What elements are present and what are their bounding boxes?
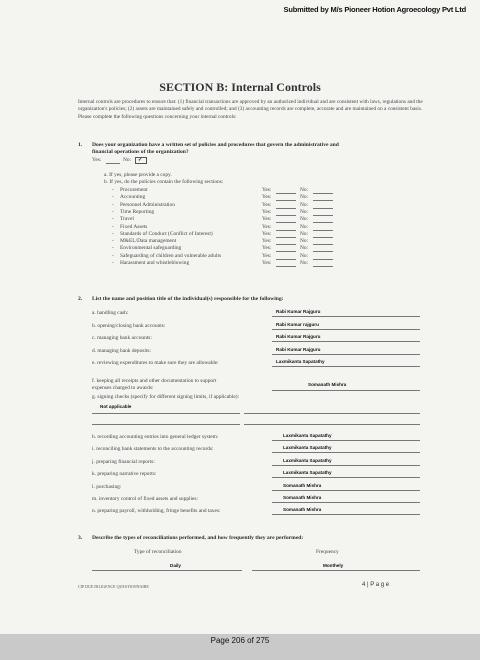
responsibility-label: l. purchasing:	[92, 483, 122, 490]
responsibility-line[interactable]	[272, 354, 420, 355]
q3-frequency-answer: Monthely	[323, 563, 344, 568]
q3-text: Describe the types of reconciliations performed, and how frequently they are performed:	[92, 535, 304, 541]
bullet-dash: -	[112, 187, 114, 193]
responsibility-line[interactable]	[272, 329, 420, 330]
policy-section-no-label: No:	[300, 252, 309, 259]
responsibility-answer: Somanath Mishra	[283, 482, 322, 488]
q3-col-frequency-header: Frequency	[316, 549, 339, 555]
policy-section-no-label: No:	[300, 208, 309, 215]
footer-page-label: 4 | P a g e	[362, 582, 390, 588]
policy-section-yes-line[interactable]	[276, 237, 296, 238]
responsibility-label: a. handling cash:	[92, 310, 129, 316]
policy-section-yes-label: Yes:	[262, 238, 272, 245]
q1-text-line2: financial operations of the organization?	[92, 149, 189, 155]
responsibility-label: k. preparing narrative reports:	[92, 471, 157, 478]
policy-section-label: Personnel Administration	[120, 201, 175, 208]
q2-item-f-line2: expenses charged to awards:	[92, 385, 154, 391]
responsibility-label: h. recording accounting entries into general ledger system:	[92, 434, 219, 440]
q2-item-g-line2[interactable]	[244, 413, 420, 414]
policy-section-yes-label: Yes:	[262, 194, 272, 201]
responsibility-answer: Somanath Mishra	[283, 495, 322, 500]
bullet-dash: -	[112, 230, 114, 237]
responsibility-label: c. managing bank accounts:	[92, 335, 152, 341]
responsibility-label: e. reviewing expenditures to make sure they are allowable:	[92, 360, 219, 366]
policy-section-yes-label: Yes:	[262, 187, 272, 193]
policy-section-label: Environmental safeguarding	[120, 245, 182, 252]
bullet-dash: -	[112, 208, 114, 215]
policy-section-yes-line[interactable]	[276, 193, 296, 194]
policy-section-no-label: No:	[300, 201, 309, 208]
bullet-dash: -	[112, 194, 114, 201]
responsibility-line[interactable]	[272, 502, 420, 503]
q2-item-g-line4[interactable]	[244, 424, 420, 425]
responsibility-line[interactable]	[272, 465, 420, 466]
policy-section-no-line[interactable]	[313, 222, 333, 223]
policy-section-yes-line[interactable]	[276, 230, 296, 231]
q3-type-answer: Daily	[170, 563, 181, 568]
policy-section-no-label: No:	[300, 223, 309, 230]
policy-section-no-label: No:	[300, 194, 309, 201]
responsibility-answer: Laxmikanta Sapatathy	[283, 470, 332, 476]
q2-item-g-line3[interactable]	[92, 424, 240, 425]
bullet-dash: -	[112, 252, 114, 259]
policy-section-no-line[interactable]	[313, 208, 333, 209]
responsibility-label: b. opening/closing bank accounts:	[92, 322, 166, 329]
bullet-dash: -	[112, 201, 114, 208]
q1-yes-line[interactable]	[106, 163, 120, 164]
policy-section-no-line[interactable]	[313, 266, 333, 267]
policy-section-yes-label: Yes:	[262, 230, 272, 237]
policy-section-yes-label: Yes:	[262, 208, 272, 215]
policy-section-no-line[interactable]	[313, 200, 333, 201]
responsibility-line[interactable]	[272, 514, 420, 515]
q3-type-line[interactable]	[92, 570, 242, 571]
q1-text-line1: Does your organization have a written set of policies and procedures that govern the administrative and	[92, 142, 339, 148]
q1-number: 1.	[78, 142, 83, 148]
policy-section-label: Standards of Conduct (Conflict of Interest)	[120, 230, 213, 237]
policy-section-yes-label: Yes:	[262, 245, 272, 252]
submitted-by-header: Submitted by M/s Pioneer Hotion Agroecology Pvt Ltd	[283, 5, 466, 14]
responsibility-label: m. inventory control of fixed assets and supplies:	[92, 496, 198, 502]
responsibility-line[interactable]	[272, 341, 420, 342]
q3-col-type-header: Type of reconciliation	[134, 549, 182, 555]
bullet-dash: -	[112, 245, 114, 252]
q1-no-check-mark: ✓	[138, 157, 143, 163]
q1-no-label: No:	[123, 157, 132, 163]
policy-section-label: Harassment and whistleblowing	[120, 260, 190, 266]
policy-section-no-label: No:	[300, 216, 309, 223]
policy-section-no-label: No:	[300, 187, 309, 193]
policy-section-no-label: No:	[300, 230, 309, 237]
responsibility-answer: Laxmikanta Sapatathy	[283, 445, 332, 451]
responsibility-label: j. preparing financial reports:	[92, 458, 155, 465]
responsibility-answer: Rabi Kumar Rajguru	[276, 334, 321, 339]
policy-section-no-label: No:	[300, 245, 309, 252]
policy-section-yes-label: Yes:	[262, 216, 272, 223]
responsibility-line[interactable]	[272, 477, 420, 478]
policy-section-yes-line[interactable]	[276, 251, 296, 252]
q2-text: List the name and position title of the individual(s) responsible for the following:	[92, 296, 284, 302]
responsibility-answer: Laxmikanta Sapatathy	[283, 433, 332, 438]
policy-section-yes-line[interactable]	[276, 215, 296, 216]
policy-section-yes-label: Yes:	[262, 252, 272, 259]
intro-paragraph: Internal controls are procedures to ensure that: (1) financial transactions are approved by an authorized individual and are consistent with laws, regulations and the organization's policies; (2) assets are maintained safely and controlled; and (3) accounting records are complete, accurate and are maintained on a consistent basis. Please complete the following questions concerning your internal controls:	[78, 99, 423, 120]
policy-section-label: Travel	[120, 216, 134, 223]
policy-section-yes-line[interactable]	[276, 200, 296, 201]
policy-section-no-line[interactable]	[313, 251, 333, 252]
policy-section-no-label: No:	[300, 260, 309, 266]
responsibility-line[interactable]	[272, 366, 420, 367]
policy-section-label: Time Reporting	[120, 208, 155, 215]
policy-section-label: Procurement	[120, 187, 148, 193]
policy-section-no-line[interactable]	[313, 230, 333, 231]
q1-yes-label: Yes:	[92, 157, 102, 163]
policy-section-yes-label: Yes:	[262, 201, 272, 208]
policy-section-yes-label: Yes:	[262, 260, 272, 266]
q2-item-f-line1: f. keeping all receipts and other documentation to support	[92, 378, 217, 384]
responsibility-answer: Rabi Kumar Rajguru	[276, 309, 321, 314]
policy-section-no-line[interactable]	[313, 244, 333, 245]
policy-section-label: Safeguarding of children and vulnerable adults	[120, 252, 222, 259]
responsibility-answer: Laxmikanta Sapatathy	[276, 359, 325, 364]
footer-form-name: CIP DUE DILIGENCE QUESTIONNAIRE	[78, 584, 149, 589]
policy-section-yes-label: Yes:	[262, 223, 272, 230]
policy-section-no-line[interactable]	[313, 259, 333, 260]
bullet-dash: -	[112, 216, 114, 223]
q1-sub-a: a. If yes, please provide a copy.	[104, 172, 172, 178]
q3-number: 3.	[78, 535, 83, 541]
q2-number: 2.	[78, 296, 83, 302]
policy-section-yes-line[interactable]	[276, 259, 296, 260]
q2-item-g-answer: Not applicable	[100, 404, 132, 409]
bullet-dash: -	[112, 223, 114, 230]
q3-frequency-line[interactable]	[252, 570, 420, 571]
responsibility-line[interactable]	[272, 316, 420, 317]
policy-section-yes-line[interactable]	[276, 208, 296, 209]
policy-section-yes-line[interactable]	[276, 244, 296, 245]
policy-section-label: Fixed Assets	[120, 223, 148, 230]
viewer-page-indicator: Page 206 of 275	[210, 636, 270, 645]
responsibility-answer: Rabi Kumar Rajguru	[276, 346, 321, 352]
q2-item-g: g. signing checks (specify for different signing limits, if applicable):	[92, 394, 240, 400]
policy-section-no-line[interactable]	[313, 215, 333, 216]
responsibility-answer: Rabi Kumar rajguru	[276, 321, 319, 327]
responsibility-label: n. preparing payroll, withholding, fringe benefits and taxes:	[92, 508, 221, 515]
q2-item-g-line1[interactable]	[92, 413, 240, 414]
policy-section-no-label: No:	[300, 238, 309, 245]
policy-section-label: Accounting	[120, 194, 146, 201]
responsibility-line[interactable]	[272, 440, 420, 441]
bullet-dash: -	[112, 238, 114, 245]
responsibility-answer: Laxmikanta Sapatathy	[283, 457, 332, 463]
q1-sub-b: b. If yes, do the policies contain the following sections:	[104, 179, 224, 185]
responsibility-answer: Somanath Mishra	[283, 507, 322, 513]
q1-no-checkbox[interactable]	[135, 157, 147, 164]
bullet-dash: -	[112, 260, 114, 266]
policy-section-yes-line[interactable]	[276, 266, 296, 267]
policy-section-yes-line[interactable]	[276, 222, 296, 223]
policy-section-no-line[interactable]	[313, 193, 333, 194]
responsibility-label: i. reconciling bank statements to the accounting records:	[92, 446, 214, 453]
responsibility-label: d. managing bank deposits:	[92, 347, 151, 354]
policy-section-no-line[interactable]	[313, 237, 333, 238]
q2-item-f-answer: Somanath Mishra	[308, 382, 347, 387]
responsibility-line[interactable]	[272, 452, 420, 453]
section-title: SECTION B: Internal Controls	[159, 80, 321, 94]
policy-section-label: M&EL/Data management	[120, 238, 177, 245]
q2-item-f-line[interactable]	[272, 390, 420, 391]
responsibility-line[interactable]	[272, 490, 420, 491]
